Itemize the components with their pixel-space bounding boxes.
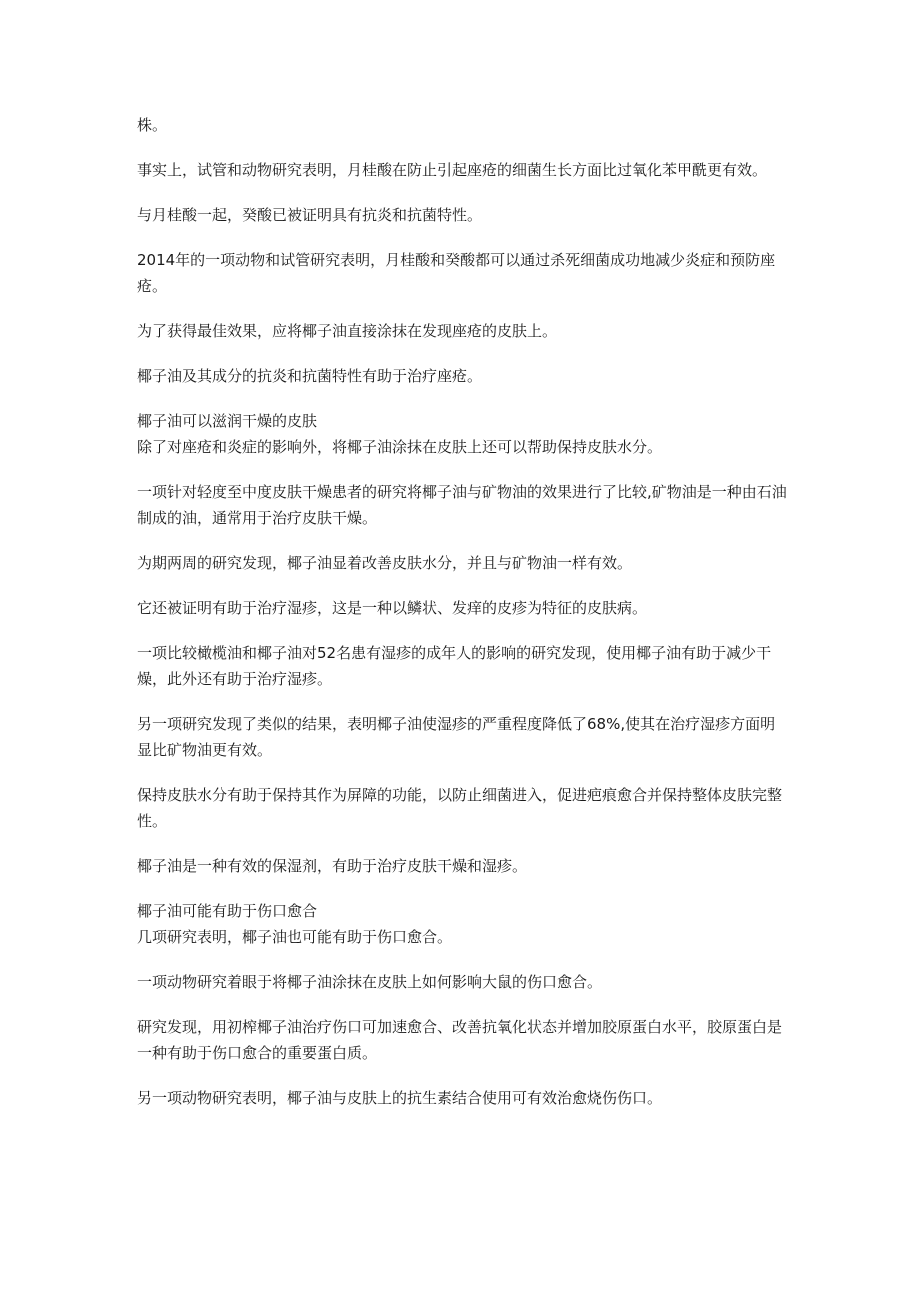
paragraph: 一项比较橄榄油和椰子油对52名患有湿疹的成年人的影响的研究发现，使用椰子油有助于减少干燥，此外还有助于治疗湿疹。: [137, 644, 772, 688]
document-body: [137, 112, 787, 1130]
paragraph: 椰子油及其成分的抗炎和抗菌特性有助于治疗座疮。: [137, 367, 483, 385]
paragraph: 除了对座疮和炎症的影响外，将椰子油涂抹在皮肤上还可以帮助保持皮肤水分。: [137, 438, 663, 456]
paragraph: 一项针对轻度至中度皮肤干燥患者的研究将椰子油与矿物油的效果进行了比较,矿物油是一种由石油制成的油，通常用于治疗皮肤干燥。: [137, 483, 787, 527]
paragraph: 株。: [137, 116, 168, 134]
paragraph: 研究发现，用初榨椰子油治疗伤口可加速愈合、改善抗氧化状态并增加胶原蛋白水平，胶原蛋白是一种有助于伤口愈合的重要蛋白质。: [137, 1018, 783, 1062]
paragraph: 另一项动物研究表明，椰子油与皮肤上的抗生素结合使用可有效治愈烧伤伤口。: [137, 1089, 663, 1107]
paragraph: 2014年的一项动物和试管研究表明，月桂酸和癸酸都可以通过杀死细菌成功地减少炎症和预防座疮。: [137, 251, 776, 295]
paragraph: 保持皮肤水分有助于保持其作为屏障的功能，以防止细菌进入，促进疤痕愈合并保持整体皮肤完整性。: [137, 786, 783, 830]
paragraph: 一项动物研究着眼于将椰子油涂抹在皮肤上如何影响大鼠的伤口愈合。: [137, 973, 603, 991]
paragraph: 椰子油是一种有效的保湿剂，有助于治疗皮肤干燥和湿疹。: [137, 857, 528, 875]
paragraph: 与月桂酸一起，癸酸已被证明具有抗炎和抗菌特性。: [137, 206, 483, 224]
paragraph: 几项研究表明，椰子油也可能有助于伤口愈合。: [137, 928, 453, 946]
paragraph: 为了获得最佳效果，应将椰子油直接涂抹在发现座疮的皮肤上。: [137, 322, 558, 340]
section-heading: 椰子油可以滋润干燥的皮肤: [137, 412, 318, 430]
paragraph: 事实上，试管和动物研究表明，月桂酸在防止引起座疮的细菌生长方面比过氧化苯甲酰更有效。: [137, 161, 768, 179]
section-heading: 椰子油可能有助于伤口愈合: [137, 902, 318, 920]
paragraph: 另一项研究发现了类似的结果，表明椰子油使湿疹的严重程度降低了68%,使其在治疗湿疹方面明显比矿物油更有效。: [137, 715, 776, 759]
paragraph: 为期两周的研究发现，椰子油显着改善皮肤水分，并且与矿物油一样有效。: [137, 554, 633, 572]
paragraph: 它还被证明有助于治疗湿疹，这是一种以鳞状、发痒的皮疹为特征的皮肤病。: [137, 599, 648, 617]
